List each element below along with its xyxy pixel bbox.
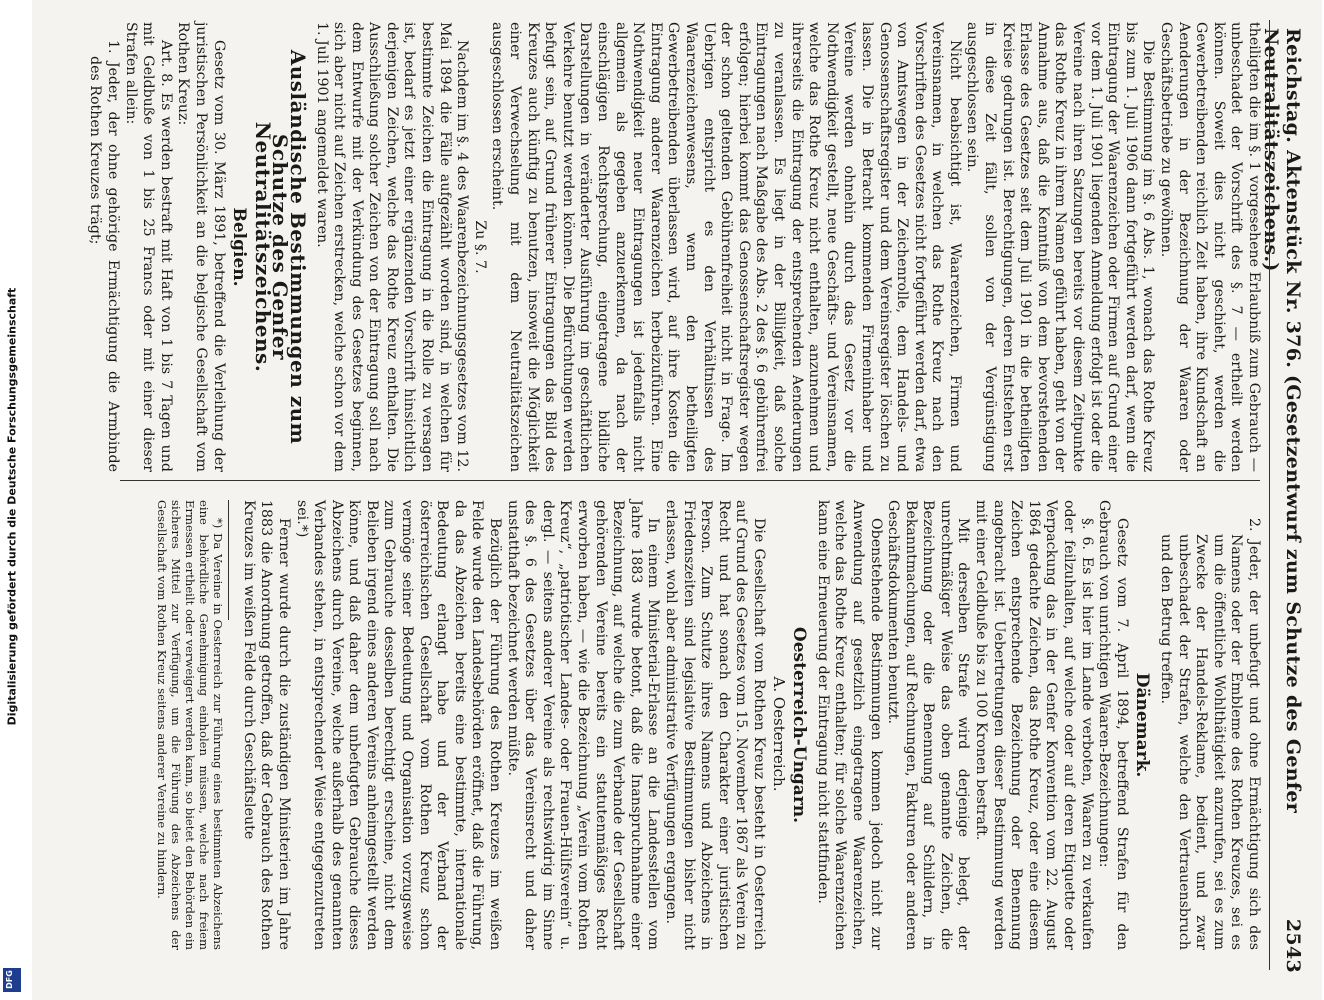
paragraph: Die Gesellschaft vom Rothen Kreuz besteht in Oesterreich auf Grund des Gesetzes vom 15. November 1867 als Verein zu Recht und hat sonach den Charakter einer juristischen Person. Zum Schutze ihres Namens und Abzeichens in Friedenszeiten sind legislative Bestimmungen bisher nicht erlassen, wohl aber administrative Verfügungen ergangen. [663, 500, 767, 950]
section-title: Ausländische Bestimmungen zum Schutze des Genfer Neutralitätszeichens. [250, 49, 310, 445]
paragraph: Gesetz vom 7. April 1894, betreffend Strafen für den Gebrauch von unrichtigen Waaren-Bezeichnungen: [1096, 500, 1130, 950]
column-divider [120, 480, 1260, 481]
paragraph: Bezüglich der Führung des Rothen Kreuzes im weißen Felde wurde den Landesbehörden eröffnet, daß die Führung, da das Abzeichen bereits eine bestimmte, internationale Bedeutung erlangt habe und der Verband der österreichischen Gesellschaft vom Rothen Kreuz schon vermöge seiner Bedeutung und Organisation vorzugsweise zum Gebrauche desselben berechtigt erscheine, nicht dem Belieben irgend eines anderen Vereins anheimgestellt werden könne, und daß daher dem unbefugten Gebrauche dieses Abzeichens durch Vereine, welche außerhalb des genannten Verbandes stehen, in entsprechender Weise entgegenzutreten sei.*) [293, 500, 504, 950]
header-title: Reichstag. Aktenstück Nr. 376. (Gesetzentwurf zum Schutze des Genfer Neutralitätszeichens.) [1260, 28, 1304, 814]
running-header [1260, 28, 1304, 973]
dfg-logo [3, 968, 21, 992]
country-heading-belgien: Belgien. [229, 207, 250, 287]
country-heading-daenemark: Dänemark. [1132, 672, 1153, 778]
left-column [86, 22, 1262, 472]
right-column [155, 500, 1262, 950]
paragraph: Nachdem im §. 4 des Waarenbezeichnungsgesetzes vom 12. Mai 1894 die Fälle aufgezählt worden sind, in welchen für bestimmte Zeichen die Eintragung in die Rolle zu versagen ist, bedarf es jetzt einer ergänzenden Vorschrift hinsichtlich derjenigen Zeichen, welche das Rothe Kreuz enthalten. Die Ausschließung solcher Zeichen von der Eintragung soll nach dem Entwurfe mit der Verkündung des Gesetzes beginnen, sich aber nicht auf Zeichen erstrecken, welche schon vor dem 1. Juli 1901 angemeldet waren. [313, 22, 471, 472]
footnote: *) Da Vereine in Oesterreich zur Führung eines bestimmten Abzeichens eine behördliche Genehmigung einholen müssen, welche nach freiem Ermessen ertheilt oder verweigert werden kann, so bietet den Behörden ein sicheres Mittel zur Verfügung, um die Führung des Abzeichens der Gesellschaft vom Rothen Kreuz seitens anderer Vereine zu hindern. [155, 500, 226, 950]
paragraph: Die Bestimmung im §. 6 Abs. 1, wonach das Rothe Kreuz bis zum 1. Juli 1906 dann fortgeführt werden darf, wenn die Eintragung der Waarenzeichen oder Firmen auf Grund einer vor dem 1. Juli 1901 liegenden Anmeldung erfolgt ist oder die Vereine nach ihren Satzungen bereits vor diesem Zeitpunkte das Rothe Kreuz in ihrem Namen geführt haben, geht von der Annahme aus, daß die Kenntniß von dem bevorstehenden Erlasse des Gesetzes seit dem Juli 1901 in die betheiligten Kreise gedrungen ist. Berechtigungen, deren Entstehen erst in diese Zeit fällt, sollen von der Vergünstigung ausgeschlossen sein. [964, 22, 1157, 472]
paragraph: Obenstehende Bestimmungen kommen jedoch nicht zur Anwendung auf gesetzlich eingetragene Waarenzeichen, welche das Rothe Kreuz enthalten; für solche Waarenzeichen kann eine Erneuerung der Eintragung nicht stattfinden. [814, 500, 884, 950]
footnote-rule [228, 500, 229, 620]
subheading: A. Oesterreich. [769, 676, 788, 792]
section-heading-zu-7: Zu §. 7. [471, 220, 488, 274]
paragraph: Ferner wurde durch die zuständigen Ministerien im Jahre 1883 die Anordnung getroffen, daß der Gebrauch des Rothen Kreuzes im weißen Felde durch Geschäftsleute [240, 500, 292, 950]
header-rule [1269, 20, 1270, 970]
country-heading-oesterreich: Oesterreich-Ungarn. [789, 626, 810, 824]
paragraph: §. 6. Es ist hier im Lande verboten, Waaren zu verkaufen oder feilzuhalten, auf welche oder auf deren Etiquette oder Verpackung das in der Genfer Konvention vom 22. August 1864 gedachte Zeichen, das Rothe Kreuz, oder eine diesem Zeichen entsprechende Bezeichnung oder Benennung angebracht ist. Uebertretungen dieser Bestimmung werden mit einer Geldbuße bis zu 100 Kronen bestraft. [973, 500, 1095, 950]
scanned-page [32, 0, 1322, 1000]
paragraph: Mit derselben Strafe wird derjenige belegt, der unrechtmäßiger Weise das oben genannte Zeichen, die Bezeichnung oder die Benennung auf Schildern, in Bekanntmachungen, auf Rechnungen, Fakturen oder anderen Geschäftsdokumenten benutzt. [885, 500, 972, 950]
digitization-credit [2, 0, 24, 1000]
list-item: 2. Jeder, der unbefugt und ohne Ermächtigung sich des Namens oder der Embleme des Rothen Kreuzes, sei es um die öffentliche Wohlthätigkeit anzurufen, sei es zum Zwecke der Handels-Reklame, bedient, und zwar unbeschadet der Strafen, welche den Vertrauensbruch und den Betrug treffen. [1158, 518, 1262, 950]
page-number: 2543 [1282, 918, 1304, 973]
list-item: 1. Jeder, der ohne gehörige Ermächtigung die Armbinde des Rothen Kreuzes trägt; [87, 40, 121, 472]
paragraph: Gesetz vom 30. März 1891, betreffend die Verleihung der juristischen Persönlichkeit an die belgische Gesellschaft vom Rothen Kreuz: [175, 22, 227, 472]
credit-text: Digitalisierung gefördert durch die Deutsche Forschungsgemeinschaft [5, 287, 19, 726]
paragraph: Art. 8. Es werden bestraft mit Haft von 1 bis 7 Tagen und mit Geldbuße von 1 bis 25 Francs oder mit einer dieser Strafen allein: [122, 22, 174, 472]
paragraph: In einem Ministerial-Erlasse an die Landesstellen vom Jahre 1883 wurde betont, daß die Inanspruchnahme einer Bezeichnung, auf welche die zum Verbande der Gesellschaft gehörenden Vereine bereits ein statutenmäßiges Recht erworben haben, — wie die Bezeichnung „Verein vom Rothen Kreuz“, „patriotischer Landes- oder Frauen-Hülfsverein“ u. dergl. — seitens anderer Vereine als rechtswidrig im Sinne des §. 6 des Gesetzes über das Vereinsrecht und daher unstatthaft bezeichnet werden müßte. [504, 500, 662, 950]
dfg-logo-text: DFG [4, 970, 14, 989]
paragraph: theiligten die im §. 1 vorgesehene Erlaubniß zum Gebrauch — unbeschadet der Vorschrift des §. 7 — ertheilt werden können. Soweit dies nicht geschieht, werden die Gewerbetreibenden reichlich Zeit haben, ihre Kundschaft an Aenderungen in der Bezeichnung der Waaren oder Geschäftsbetriebe zu gewöhnen. [1158, 22, 1262, 472]
rotated-page-content [32, 0, 1322, 1000]
paragraph: Nicht beabsichtigt ist, Waarenzeichen, Firmen und Vereinsnamen, in welchen das Rothe Kreuz nach den Vorschriften des Gesetzes nicht fortgeführt werden darf, etwa von Amtswegen in der Zeichenrolle, dem Handels- und Genossenschaftsregister und dem Vereinsregister löschen zu lassen. Die in Betracht kommenden Firmeninhaber und Vereine werden ohnehin durch das Gesetz vor die Nothwendigkeit gestellt, neue Geschäfts- und Vereinsnamen, welche das Rothe Kreuz nicht enthalten, anzunehmen und ihrerseits die Eintragung der entsprechenden Aenderungen zu veranlassen. Es liegt in der Billigkeit, daß solche Eintragungen nach Maßgabe des Abs. 2 des §. 6 gebührenfrei erfolgen; hierbei kommt das Genossenschaftsregister wegen der schon geltenden Gebührenfreiheit nicht in Frage. Im Uebrigen entspricht es den Verhältnissen des Waarenzeichenwesens, wenn den betheiligten Gewerbetreibenden überlassen wird, auf ihre Kosten die Eintragung anderer Waarenzeichen herbeizuführen. Eine Nothwendigkeit neuer Eintragungen ist jedenfalls nicht allgemein als gegeben anzuerkennen, da nach der einschlägigen Rechtsprechung, eingetragene bildliche Darstellungen in veränderter Ausführung im geschäftlichen Verkehre benutzt werden können. Die Befürchtungen werden befugt sein, auf Grund früherer Eintragungen das Bild des Kreuzes auch künftig zu benutzen, insoweit die Möglichkeit einer Verwechselung mit dem Neutralitätszeichen ausgeschlossen erscheint. [489, 22, 963, 472]
